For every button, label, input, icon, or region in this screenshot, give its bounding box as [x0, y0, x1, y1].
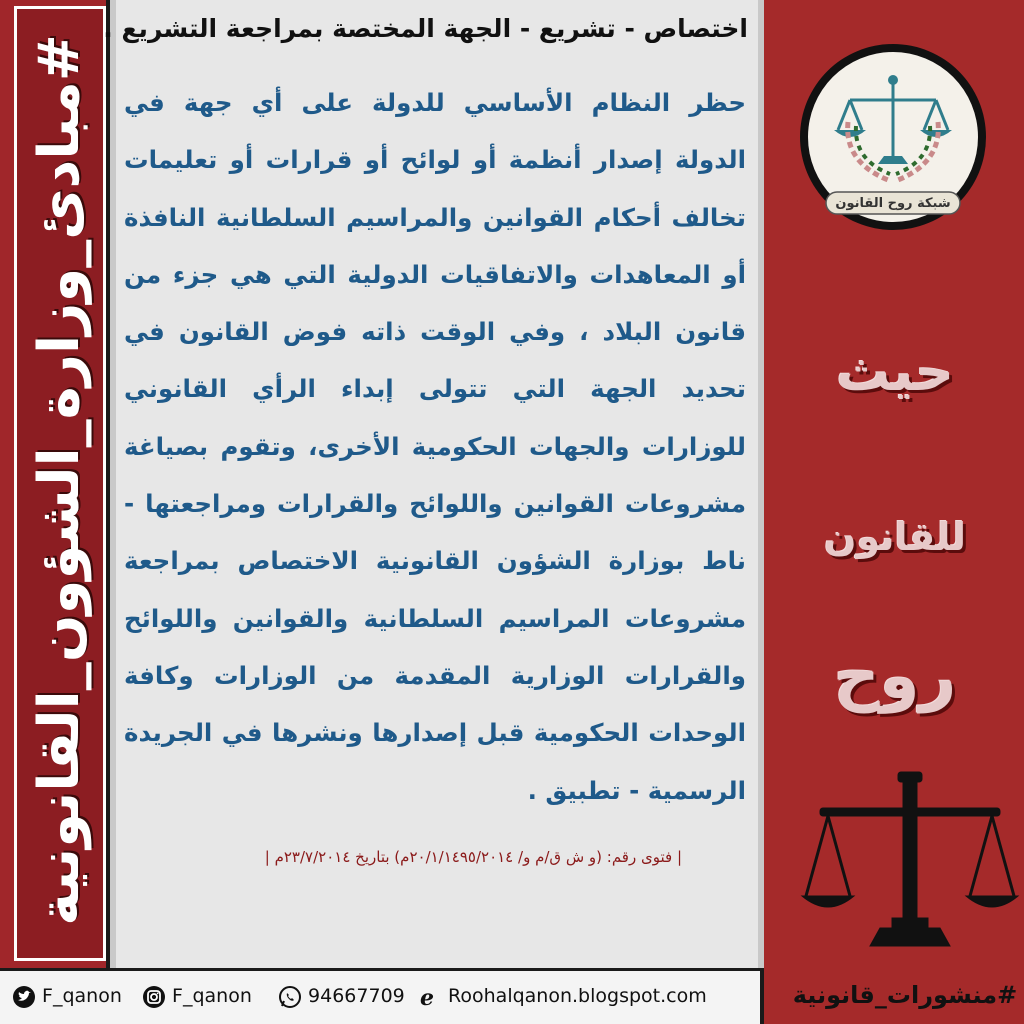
- twitter-contact[interactable]: [12, 982, 122, 1010]
- slogan-word-2: للقانون: [824, 515, 966, 559]
- whatsapp-number: 94667709: [308, 985, 405, 1007]
- instagram-icon: [142, 985, 166, 1009]
- twitter-handle: F_qanon: [42, 985, 122, 1007]
- slogan-word-3: روح: [833, 640, 957, 714]
- vertical-hashtag-title: #مبادئ_وزارة_الشؤون_القانونية: [27, 34, 92, 926]
- fatwa-reference: | فتوى رقم: (و ش ق/م و/ ٢٠/١/١٤٩٥/٢٠١٤م) بتاريخ ٢٣/٧/٢٠١٤م |: [264, 848, 682, 866]
- instagram-handle: F_qanon: [172, 985, 252, 1007]
- article-body: حظر النظام الأساسي للدولة على أي جهة في الدولة إصدار أنظمة أو لوائح أو قرارات أو تعليمات تخالف أحكام القوانين والمراسيم السلطانية النافذة أو المعاهدات والاتفاقيات الدولية التي هي جزء من قانون البلاد ، وفي الوقت ذاته فوض القانون في تحديد الجهة التي تتولى إبداء الرأي القانوني للوزارات والجهات الحكومية الأخرى، وتقوم بصياغة مشروعات القوانين واللوائح والقرارات ومراجعتها - ناط بوزارة الشؤون القانونية الاختصاص بمراجعة مشروعات المراسيم السلطانية والقوانين واللوائح والقرارات الوزارية المقدمة من الوزارات وكافة الوحدات الحكومية قبل إصدارها ونشرها في الجريدة الرسمية - تطبيق .: [124, 88, 746, 805]
- whatsapp-contact[interactable]: [278, 982, 405, 1010]
- logo-text: شبكة روح القانون: [835, 196, 951, 211]
- whatsapp-icon: [278, 985, 302, 1009]
- blog-icon: [418, 985, 442, 1009]
- blog-url: Roohalqanon.blogspot.com: [448, 985, 707, 1007]
- scales-of-justice-icon: [800, 768, 1020, 956]
- slogan-word-1: حيث: [835, 340, 955, 403]
- blog-contact[interactable]: [418, 982, 707, 1010]
- instagram-contact[interactable]: [142, 982, 252, 1010]
- article-heading: اختصاص - تشريع - الجهة المختصة بمراجعة التشريع .: [103, 14, 748, 43]
- twitter-icon: [12, 985, 36, 1009]
- publications-hashtag: #منشورات_قانونية: [792, 981, 1018, 1009]
- svg-text:e: e: [420, 984, 434, 1009]
